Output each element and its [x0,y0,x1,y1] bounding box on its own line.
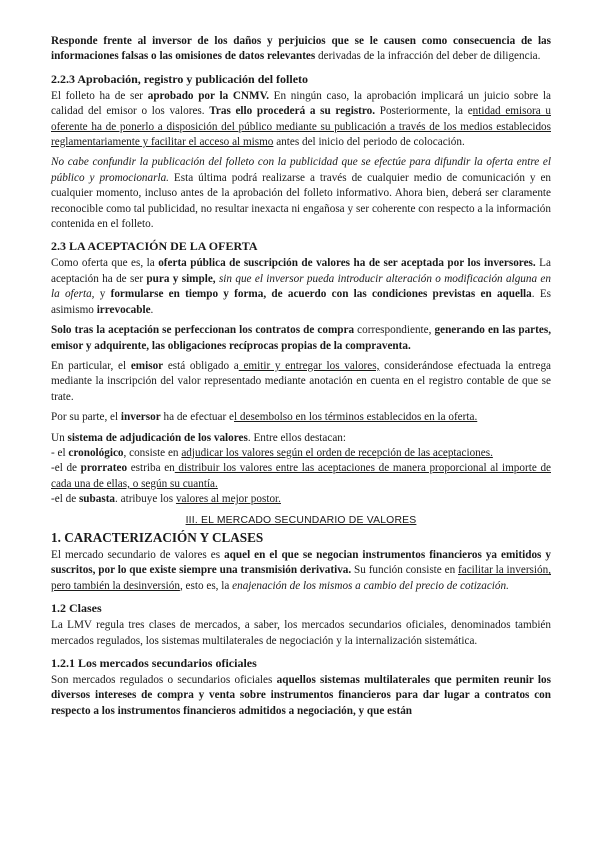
heading-1-2-1: 1.2.1 Los mercados secundarios oficiales [51,656,257,670]
heading-2-3: 2.3 LA ACEPTACIÓN DE LA OFERTA [51,239,258,254]
list-item-chronological: - el cronológico, consiste en adjudicar los valores según el orden de recepción de las aceptaciones. [51,446,493,459]
text: derivadas de la infracción del deber de diligencia. [315,50,541,63]
paragraph-publicity: No cabe confundir la publicación del folleto con la publicidad que se efectúe para difundir la oferta entre el público y promocionarla. Esta última podrá realizarse a través de cualquier medio de comunicación y en cualquier momento, incluso antes de la aprobación del folleto informativo. Ahora bien, deberá ser claramente reconocible como tal publicidad, no resultar inexacta ni engañosa y ser coherente con respecto a la información contenida en el folleto. [51,156,551,231]
heading-1: 1. CARACTERIZACIÓN Y CLASES [51,529,264,545]
paragraph-official-markets: Son mercados regulados o secundarios oficiales aquellos sistemas multilaterales que permiten reunir los diversos intereses de compra y venta sobre instrumentos financieros para dar lugar a contratos con respecto a los instrumentos financieros admitidos a negociación, y que están [51,674,551,717]
list-item-prorrateo: -el de prorrateo estriba en distribuir los valores entre las aceptaciones de manera proporcional al importe de cada una de ellas, o según su cuantía. [51,462,551,490]
paragraph-investor: Por su parte, el inversor ha de efectuar el desembolso en los términos establecidos en la oferta. [51,411,478,424]
list-item-auction: -el de subasta. atribuye los valores al mejor postor. [51,493,281,506]
paragraph-acceptance: Como oferta que es, la oferta pública de suscripción de valores ha de ser aceptada por los inversores. La aceptación ha de ser pura y simple, sin que el inversor pueda introducir alteración o modificación alguna en la oferta, y formularse en tiempo y forma, de acuerdo con las condiciones previstas en aquella. Es asimismo irrevocable. [51,257,552,316]
paragraph-allocation: Un sistema de adjudicación de los valores. Entre ellos destacan: [51,431,347,444]
paragraph-secondary-market: El mercado secundario de valores es aquel en el que se negocian instrumentos financieros ya emitidos y suscritos, por lo que existe siempre una transmisión derivativa. Su función consiste en facilitar la inversión, pero también la desinversión, esto es, la enajenación de los mismos a cambio del precio de cotización. [51,548,551,592]
paragraph-liability [51,34,551,65]
heading-1-2: 1.2 Clases [51,601,102,616]
document-page [51,34,551,724]
section-title-III: III. EL MERCADO SECUNDARIO DE VALORES [185,514,417,526]
paragraph-issuer: En particular, el emisor está obligado a emitir y entregar los valores, considerándose efectuada la entrega mediante la inscripción del valor representado mediante anotación en cuenta en el registro contable de que se trate. [51,359,552,403]
paragraph-approval: El folleto ha de ser aprobado por la CNMV. En ningún caso, la aprobación implicará un juicio sobre la calidad del emisor o los valores. Tras ello procederá a su registro. Posteriormente, la entidad emisora u oferente ha de ponerlo a disposición del público mediante su publicación a través de los medios establecidos reglamentariamente y facilitar el acceso al mismo antes del inicio del periodo de colocación. [51,89,551,149]
bold-text: Responde frente al inversor de los daños y perjuicios que se le causen como consecuencia de las informaciones falsas o las omisiones de datos relevantes [51,35,551,63]
paragraph-contracts: Solo tras la aceptación se perfeccionan los contratos de compra correspondiente, generando en las partes, emisor y adquirente, las obligaciones recíprocas propias de la compraventa. [51,324,551,352]
paragraph-classes: La LMV regula tres clases de mercados, a saber, los mercados secundarios oficiales, denominados también mercados regulados, los sistemas multilaterales de negociación y la internalización sistemática. [51,619,551,647]
heading-2-2-3: 2.2.3 Aprobación, registro y publicación del folleto [51,71,309,86]
